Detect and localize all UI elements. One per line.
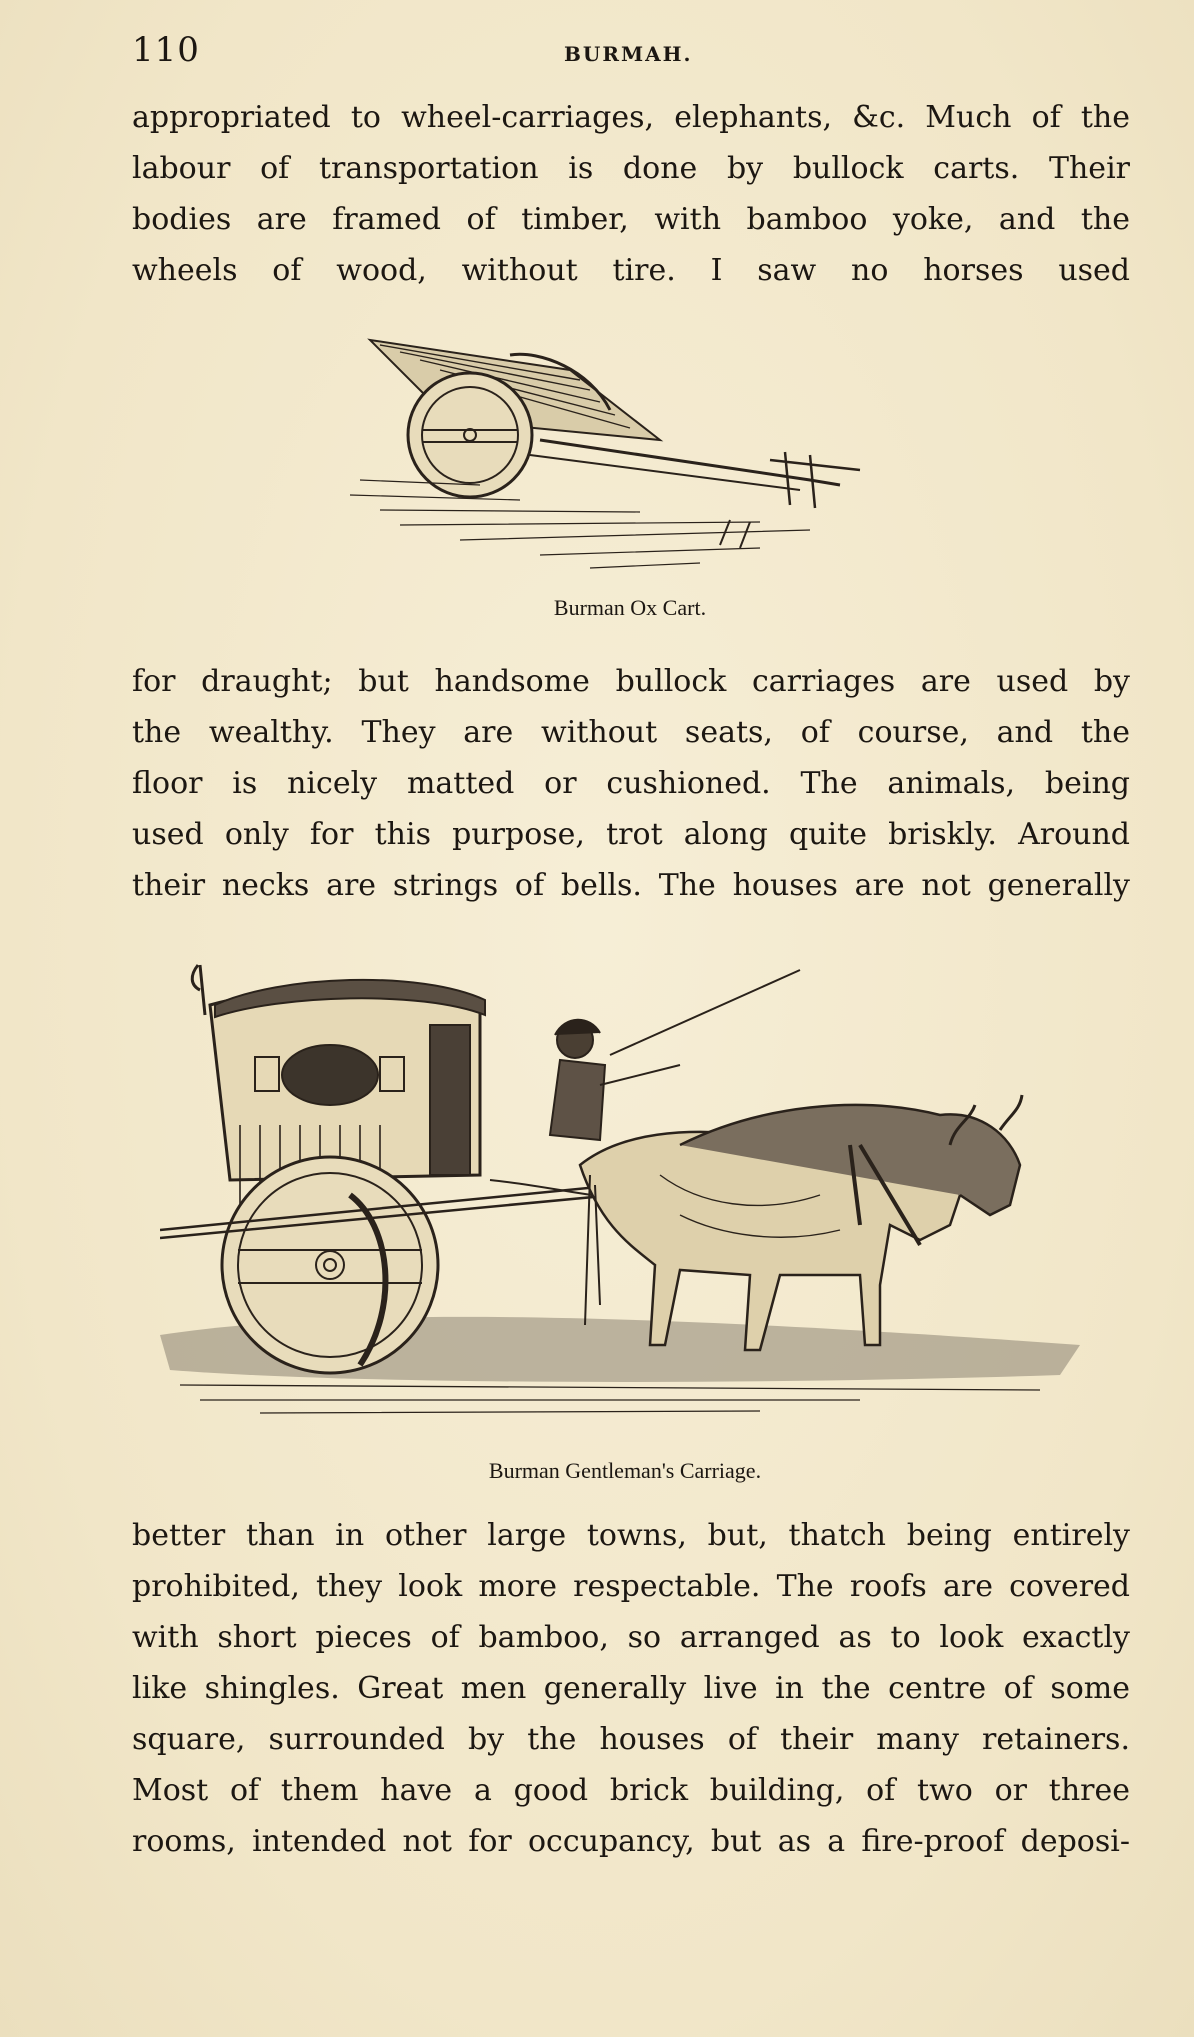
- text-line: with short pieces of bamboo, so arranged as to look exactly: [132, 1620, 1130, 1655]
- text-line: Most of them have a good brick building, of two or three: [132, 1773, 1130, 1808]
- text-line: prohibited, they look more respectable. The roofs are covered: [132, 1569, 1130, 1604]
- paragraph-2: [132, 656, 1130, 911]
- running-head: BURMAH.: [564, 42, 693, 66]
- text-line: wheels of wood, without tire. I saw no horses used: [132, 253, 1130, 288]
- text-line: like shingles. Great men generally live in the centre of some: [132, 1671, 1130, 1706]
- paragraph-1: [132, 92, 1130, 296]
- page-header: [132, 30, 1128, 74]
- text-line: their necks are strings of bells. The houses are not generally: [132, 868, 1130, 903]
- ox-cart-illustration: [340, 330, 920, 585]
- text-line: the wealthy. They are without seats, of course, and the: [132, 715, 1130, 750]
- text-line: used only for this purpose, trot along quite briskly. Around: [132, 817, 1130, 852]
- ox-cart-engraving: [340, 330, 920, 585]
- carriage-engraving: [160, 945, 1090, 1430]
- text-line: rooms, intended not for occupancy, but as a fire-proof deposi-: [132, 1824, 1130, 1859]
- text-line: appropriated to wheel-carriages, elephants, &c. Much of the: [132, 100, 1130, 135]
- figure-2-caption: Burman Gentleman's Carriage.: [488, 1458, 762, 1483]
- text-line: labour of transportation is done by bullock carts. Their: [132, 151, 1130, 186]
- text-line: for draught; but handsome bullock carriages are used by: [132, 664, 1130, 699]
- text-line: better than in other large towns, but, thatch being entirely: [132, 1518, 1130, 1553]
- figure-1-caption: Burman Ox Cart.: [553, 595, 707, 620]
- text-line: bodies are framed of timber, with bamboo yoke, and the: [132, 202, 1130, 237]
- page-number: 110: [132, 30, 200, 70]
- gentlemans-carriage-illustration: [160, 945, 1090, 1430]
- text-line: floor is nicely matted or cushioned. The animals, being: [132, 766, 1130, 801]
- text-line: square, surrounded by the houses of their many retainers.: [132, 1722, 1130, 1757]
- paragraph-3: [132, 1510, 1130, 1867]
